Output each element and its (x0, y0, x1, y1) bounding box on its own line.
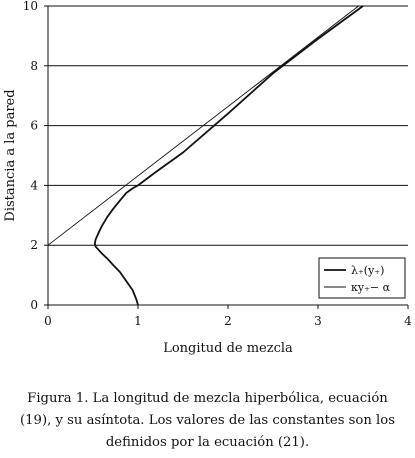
legend-label-series-1: λ₊(y₊) (351, 264, 385, 277)
x-tick-label-2: 2 (224, 314, 232, 328)
y-axis-label: Distancia a la pared (3, 89, 18, 222)
figure-caption (10, 388, 405, 454)
caption-line-3: definidos por la ecuación (21). (105, 435, 310, 450)
y-tick-label-10: 10 (22, 0, 38, 13)
caption-line-1: Figura 1. La longitud de mezcla hiperbólica, ecuación (27, 391, 388, 406)
legend-label-series-2: κy₊− α (351, 281, 391, 294)
y-tick-label-0: 0 (30, 298, 38, 312)
caption-line-2: (19), y su asíntota. Los valores de las constantes son los (20, 413, 395, 428)
legend (319, 258, 405, 298)
y-tick-label-2: 2 (30, 238, 38, 253)
x-axis-label: Longitud de mezcla (163, 341, 293, 356)
x-tick-label-3: 3 (314, 314, 322, 328)
grid-lines (48, 6, 408, 245)
x-tick-label-0: 0 (44, 314, 52, 328)
y-tick-label-4: 4 (30, 178, 38, 193)
y-tick-label-8: 8 (30, 58, 38, 73)
series-lines (48, 6, 363, 305)
x-tick-label-4: 4 (404, 314, 412, 328)
x-tick-label-1: 1 (134, 314, 142, 328)
y-tick-label-6: 6 (30, 118, 38, 133)
